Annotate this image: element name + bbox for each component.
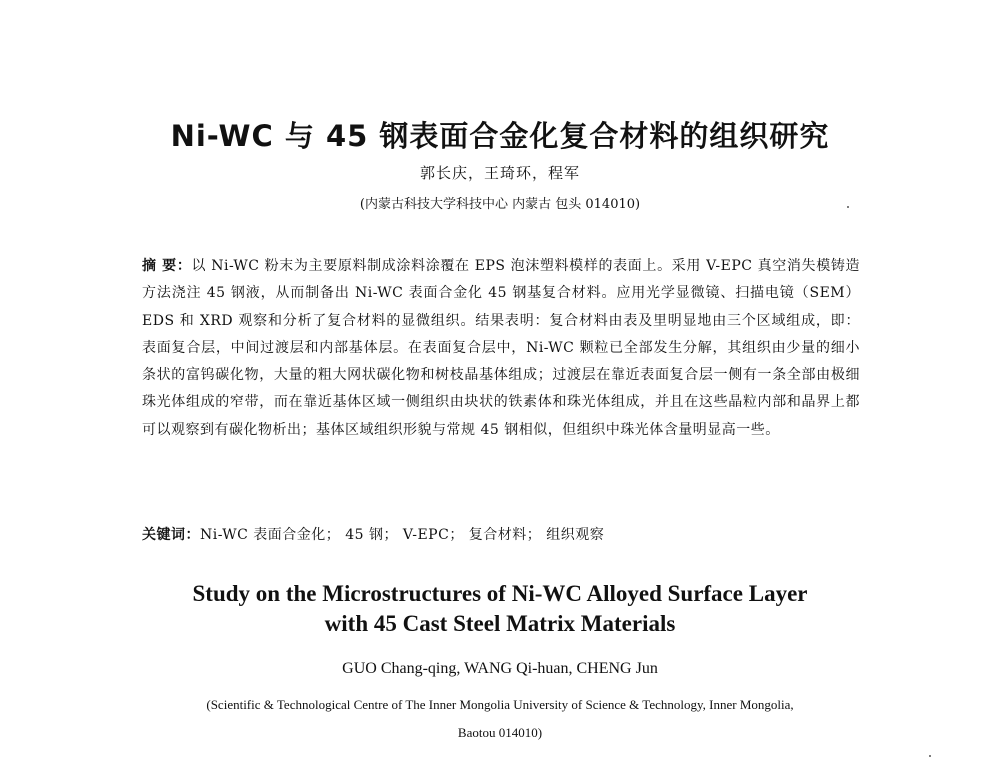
english-affiliation-line-2: Baotou 014010) [457, 725, 543, 740]
keywords-text: Ni-WC 表面合金化； 45 钢； V-EPC； 复合材料； 组织观察 [200, 527, 605, 543]
chinese-authors: 郭长庆，王琦环，程军 [419, 164, 580, 182]
english-authors: GUO Chang-qing, WANG Qi-huan, CHENG Jun [342, 660, 658, 677]
abstract-label: 摘 要： [142, 258, 192, 274]
chinese-affiliation: (内蒙古科技大学科技中心 内蒙古 包头 014010) [359, 197, 641, 212]
scan-speck [847, 206, 849, 208]
scan-speck [929, 755, 931, 757]
chinese-title: Ni-WC 与 45 钢表面合金化复合材料的组织研究 [170, 119, 830, 153]
abstract-text: 以 Ni-WC 粉末为主要原料制成涂料涂覆在 EPS 泡沫塑料模样的表面上。采用 V-EPC 真空消失模铸造方法浇注 45 钢液，从而制备出 Ni-WC 表面合金化 45 钢基复合材料。应用光学显微镜、扫描电镜（SEM）EDS 和 XRD 观察和分析了复合材料的显微组织。结果表明：复合材料由表及里明显地由三个区域组成，即：表面复合层，中间过渡层和内部基体层。在表面复合层中，Ni-WC 颗粒已全部发生分解，其组织由少量的细小条状的富钨碳化物，大量的粗大网状碳化物和树枝晶基体组成；过渡层在靠近表面复合层一侧有一条全部由极细珠光体组成的窄带，而在靠近基体区域一侧组织由块状的铁素体和珠光体组成，并且在这些晶粒内部和晶界上都可以观察到有碳化物析出；基体区域组织形貌与常规 45 钢相似，但组织中珠光体含量明显高一些。 [142, 258, 860, 438]
chinese-keywords [142, 524, 860, 546]
english-title-line-2: with 45 Cast Steel Matrix Materials [324, 611, 676, 636]
english-affiliation [0, 691, 1000, 747]
english-affiliation-line-1: (Scientific & Technological Centre of The Inner Mongolia University of Science & Technology, Inner Mongolia, [206, 697, 794, 712]
english-title [0, 579, 1000, 639]
english-title-line-1: Study on the Microstructures of Ni-WC Alloyed Surface Layer [192, 581, 808, 606]
keywords-label: 关键词： [142, 527, 200, 543]
chinese-abstract [142, 253, 860, 444]
